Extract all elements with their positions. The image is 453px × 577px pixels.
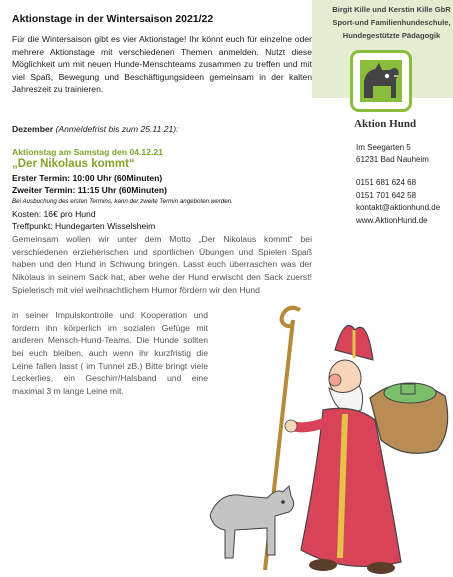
intro-paragraph: Für die Wintersaison gibt es vier Aktionstage! Ihr könnt euch für einzelne oder mehrere Aktionstage mit verschiedenen Themen anmelden. Nutzt diese Möglichkeit um mit neuen Hunde-Menschteams zusammen zu treffen und mit viel Spaß, Bewegung und Beschäftigungsideen gemeinsam in der kalten Jahreszeit zu trainieren. [12,34,312,95]
meeting-point: Treffpunkt: Hundegarten Wisselsheim [12,221,156,231]
event-description-continued: in seiner Impulskontrolle und Kooperation und fordern ihn körperlich im sozialen Gefüge mit anderen Mensch-Hund-Teams. Die Hunde sollten bei euch bleiben, auch wenn ihr kurzfristig die Leine fallen lasst ( im Tunnel zB.) Bitte bringt viele Leckerlies, ein Geschirr/Halsband und eine maximal 3 m lange Leine mit. [12,310,208,396]
address-city: 61231 Bad Nauheim [356,155,429,164]
subtitle-line: Hundegestützte Pädagogik [342,31,441,40]
phone-1: 0151 681 624 68 [356,178,417,187]
event-description: Gemeinsam wollen wir unter dem Motto „Der Nikolaus kommt“ bei verschiedenen erzieherischen und sportlichen Übungen und Spielen Spaß haben und den Hund in Schwung bringen. Lasst euch überraschen was der Nikolaus in seinem Sack hat, aber wehe der Hund erwischt den Sack zuerst! Spielerisch mit viel weihnachtlichem Humor fördern wir den Hund [12,234,312,295]
brand-name: Aktion Hund [354,118,417,130]
website-link[interactable]: www.AktionHund.de [356,216,428,225]
email-link[interactable]: kontakt@aktionhund.de [356,203,441,212]
page-title: Aktionstage in der Wintersaison 2021/22 [12,13,214,25]
event-title: „Der Nikolaus kommt“ [12,158,135,170]
second-slot: Zweiter Termin: 11:15 Uhr (60Minuten) [12,185,168,195]
first-slot: Erster Termin: 10:00 Uhr (60Minuten) [12,173,163,183]
dog-silhouette-icon [353,53,409,109]
month-heading [12,124,179,134]
owners-line: Birgit Kille und Kerstin Kille GbR [332,5,451,14]
deadline-note: (Anmeldefrist bis zum 25.11.21): [55,124,179,134]
booking-note: Bei Ausbuchung des ersten Termins, kann der zweite Termin angeboten werden. [12,198,233,205]
event-date: Aktionstag am Samstag den 04.12.21 [12,147,163,157]
cost-line: Kosten: 16€ pro Hund [12,209,96,219]
school-line: Sport-und Familienhundeschule, [332,18,451,27]
month-label: Dezember [12,124,54,134]
address-street: Im Seegarten 5 [356,143,411,152]
nikolaus-illustration [205,300,453,577]
brand-logo [350,50,412,112]
phone-2: 0151 701 642 58 [356,191,417,200]
